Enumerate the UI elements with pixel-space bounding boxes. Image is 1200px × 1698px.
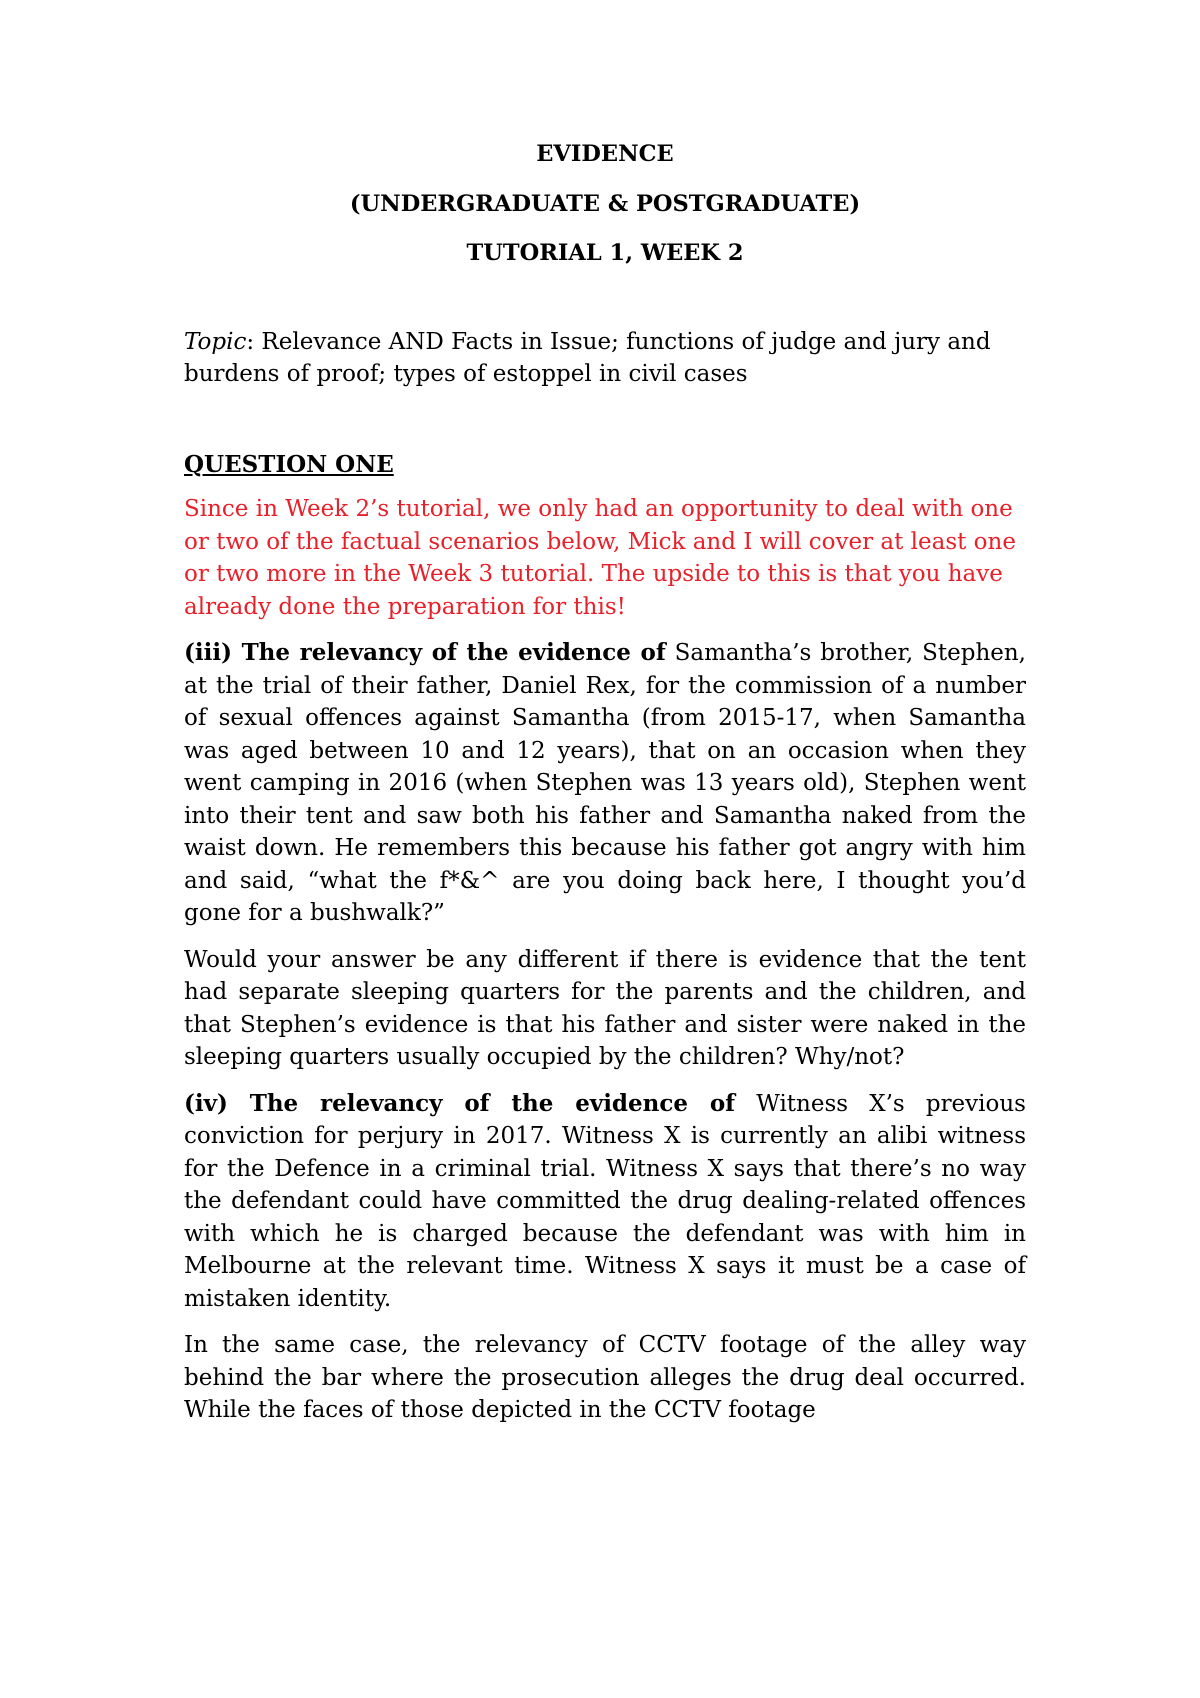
scenario-iv-body: Witness X’s previous conviction for perjury in 2017. Witness X is currently an alibi witness for the Defence in a criminal trial. Witness X says that there’s no way the defendant could have committed the drug dealing-related offences with which he is charged because the defendant was with him in Melbourne at the relevant time. Witness X says it must be a case of mistaken identity. bbox=[184, 1090, 1026, 1312]
topic-paragraph bbox=[184, 326, 1026, 391]
topic-separator: : bbox=[246, 328, 255, 355]
scenario-iii-body: Samantha’s brother, Stephen, at the trial of their father, Daniel Rex, for the commission of a number of sexual offences against Samantha (from 2015-17, when Samantha was aged between 10 and 12 years), that on an occasion when they went camping in 2016 (when Stephen was 13 years old), Stephen went into their tent and saw both his father and Samantha naked from the waist down. He remembers this because his father got angry with him and said, “what the f*&^ are you doing back here, I thought you’d gone for a bushwalk?” bbox=[184, 640, 1026, 926]
document-subtitle: (UNDERGRADUATE & POSTGRADUATE) bbox=[349, 190, 861, 217]
scenario-iii-follow-up: Would your answer be any different if there is evidence that the tent had separate sleeping quarters for the parents and the children, and that Stephen’s evidence is that his father and sister were naked in the sleeping quarters usually occupied by the children? Why/not? bbox=[184, 946, 1026, 1070]
scenario-iii-lead: (iii) The relevancy of the evidence of bbox=[184, 639, 666, 666]
question-heading: QUESTION ONE bbox=[184, 450, 394, 478]
document-title: EVIDENCE bbox=[536, 141, 674, 167]
instructor-note: Since in Week 2’s tutorial, we only had an opportunity to deal with one or two of the factual scenarios below, Mick and I will cover at least one or two more in the Week 3 tutorial. The upside to this is that you have already done the preparation for this! bbox=[184, 496, 1016, 620]
document-page bbox=[184, 138, 1026, 1441]
scenario-iv-follow-up: In the same case, the relevancy of CCTV footage of the alley way behind the bar where the prosecution alleges the drug deal occurred. While the faces of those depicted in the CCTV footage bbox=[184, 1332, 1026, 1423]
topic-label: Topic bbox=[184, 328, 247, 355]
scenario-iv-lead: (iv) The relevancy of the evidence of bbox=[184, 1089, 736, 1117]
scenario-iv bbox=[184, 1088, 1026, 1316]
topic-text: Relevance AND Facts in Issue; functions of judge and jury and burdens of proof; types of estoppel in civil cases bbox=[184, 328, 991, 387]
tutorial-heading: TUTORIAL 1, WEEK 2 bbox=[466, 240, 744, 266]
scenario-iii bbox=[184, 637, 1026, 930]
